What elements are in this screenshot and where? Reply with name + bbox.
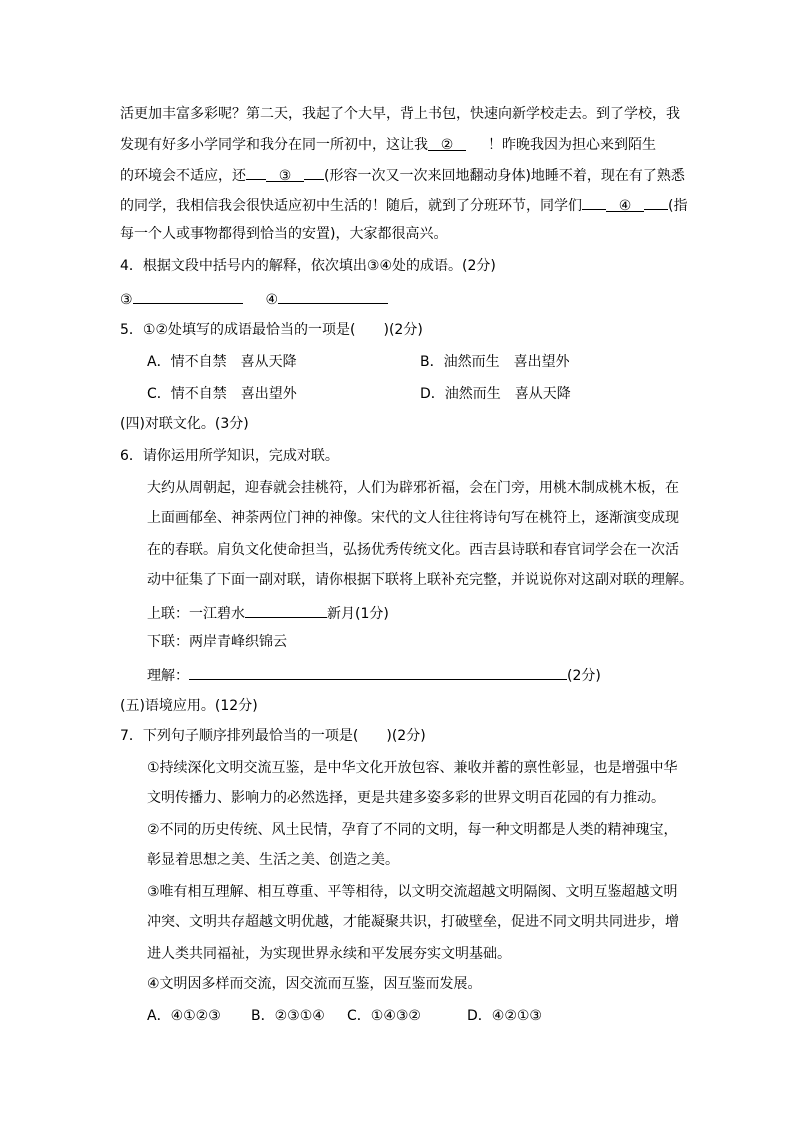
sentence-4: ④文明因多样而交流，因交流而互鉴，因互鉴而发展。: [147, 976, 482, 992]
understanding-field[interactable]: [189, 664, 567, 680]
section-5-heading: (五)语境应用。(12分): [120, 698, 258, 714]
question-6-para-2: 上面画郁垒、神荼两位门神的神像。宋代的文人往往将诗句写在桃符上，逐渐演变成现: [147, 510, 679, 526]
question-4-answers: ③ ④: [120, 288, 388, 310]
option-7a[interactable]: A．④①②③: [147, 1008, 221, 1024]
answer-4-field[interactable]: [278, 288, 388, 304]
section-4-heading: (四)对联文化。(3分): [120, 416, 249, 432]
option-7c[interactable]: C．①④③②: [347, 1008, 421, 1024]
passage-line-2: 发现有好多小学同学和我分在同一所初中，这让我 ② ！昨晚我因为担心来到陌生: [120, 137, 656, 153]
option-5c[interactable]: C．情不自禁 喜出望外: [147, 386, 297, 402]
option-7b[interactable]: B．②③①④: [251, 1008, 325, 1024]
sentence-1-line-1: ①持续深化文明交流互鉴，是中华文化开放包容、兼收并蓄的禀性彰显，也是增强中华: [147, 760, 678, 776]
sentence-2-line-1: ②不同的历史传统、风土民情，孕育了不同的文明，每一种文明都是人类的精神瑰宝，: [147, 822, 678, 838]
sentence-2-line-2: 彰显着思想之美、生活之美、创造之美。: [147, 852, 399, 868]
question-5-stem: 5．①②处填写的成语最恰当的一项是( )(2分): [120, 322, 423, 338]
question-6-para-1: 大约从周朝起，迎春就会挂桃符，人们为辟邪祈福，会在门旁，用桃木制成桃木板，在: [147, 480, 679, 496]
option-5b[interactable]: B．油然而生 喜出望外: [420, 354, 570, 370]
blank-3[interactable]: ③: [266, 166, 304, 182]
blank-2[interactable]: ②: [428, 135, 466, 151]
question-4-stem: 4．根据文段中括号内的解释，依次填出③④处的成语。(2分): [120, 258, 496, 274]
blank-4[interactable]: ④: [606, 196, 644, 212]
passage-line-1: 活更加丰富多彩呢？第二天，我起了个大早，背上书包，快速向新学校走去。到了学校，我: [120, 106, 680, 122]
question-6-para-4: 动中征集了下面一副对联，请你根据下联将上联补充完整，并说说你对这副对联的理解。: [147, 572, 693, 588]
sentence-3-line-2: 冲突、文明共存超越文明优越，才能凝聚共识，打破壁垒，促进不同文明共同进步，增: [147, 914, 679, 930]
question-7-stem: 7．下列句子顺序排列最恰当的一项是( )(2分): [120, 728, 426, 744]
lower-couplet: 下联：两岸青峰织锦云: [147, 634, 287, 650]
question-6-para-3: 在的春联。肩负文化使命担当，弘扬优秀传统文化。西吉县诗联和春官词学会在一次活: [147, 542, 679, 558]
option-5d[interactable]: D．油然而生 喜从天降: [420, 386, 571, 402]
option-5a[interactable]: A．情不自禁 喜从天降: [147, 354, 297, 370]
option-7d[interactable]: D．④②①③: [467, 1008, 542, 1024]
sentence-1-line-2: 文明传播力、影响力的必然选择，更是共建多姿多彩的世界文明百花园的有力推动。: [147, 790, 665, 806]
question-6-stem: 6．请你运用所学知识，完成对联。: [120, 448, 339, 464]
upper-couplet-field[interactable]: [245, 602, 327, 618]
understanding-line: 理解： (2分): [147, 664, 601, 686]
passage-line-5: 每一个人或事物都得到恰当的安置)，大家都很高兴。: [120, 226, 448, 242]
sentence-3-line-1: ③唯有相互理解、相互尊重、平等相待，以文明交流超越文明隔阂、文明互鉴超越文明: [147, 884, 678, 900]
answer-3-field[interactable]: [133, 288, 243, 304]
passage-line-4: 的同学，我相信我会很快适应初中生活的！随后，就到了分班环节，同学们 ④ (指: [120, 194, 687, 216]
upper-couplet: 上联：一江碧水 新月(1分): [147, 602, 389, 624]
sentence-3-line-3: 进人类共同福祉，为实现世界永续和平发展夯实文明基础。: [147, 946, 511, 962]
passage-line-3: 的环境会不适应，还 ③ (形容一次又一次来回地翻动身体)地睡不着，现在有了熟悉: [120, 164, 685, 186]
